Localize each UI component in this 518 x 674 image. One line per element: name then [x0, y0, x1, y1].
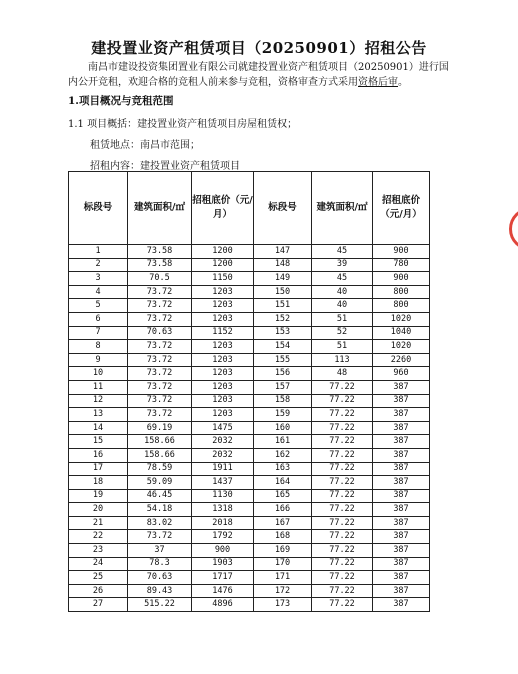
intro-paragraph — [68, 60, 453, 90]
table-cell: 13 — [69, 408, 128, 422]
table-cell: 387 — [373, 489, 430, 503]
table-cell: 1040 — [373, 326, 430, 340]
table-cell: 154 — [254, 340, 312, 354]
section-heading: 1.项目概况与竞租范围 — [68, 95, 174, 107]
table-cell: 387 — [373, 408, 430, 422]
table-row — [69, 476, 430, 490]
table-cell: 2032 — [192, 435, 254, 449]
table-cell: 69.19 — [128, 421, 192, 435]
table-cell: 169 — [254, 544, 312, 558]
table-cell: 147 — [254, 245, 312, 259]
table-cell: 2018 — [192, 516, 254, 530]
table-cell: 73.72 — [128, 353, 192, 367]
table-cell: 159 — [254, 408, 312, 422]
intro-text: 南昌市建设投资集团置业有限公司就建投置业资产租赁项目（20250901）进行国内公开竞租，欢迎合格的竞租人前来参与竞租，资格审查方式采用 — [68, 62, 449, 88]
table-cell: 157 — [254, 380, 312, 394]
table-cell: 171 — [254, 571, 312, 585]
table-cell: 387 — [373, 571, 430, 585]
table-cell: 1792 — [192, 530, 254, 544]
table-cell: 163 — [254, 462, 312, 476]
table-row — [69, 571, 430, 585]
table-cell: 6 — [69, 312, 128, 326]
lease-table — [68, 171, 430, 612]
table-cell: 20 — [69, 503, 128, 517]
table-cell: 1203 — [192, 408, 254, 422]
table-cell: 10 — [69, 367, 128, 381]
table-cell: 158.66 — [128, 448, 192, 462]
project-overview: 1.1 项目概括：建投置业资产租赁项目房屋租赁权； — [68, 119, 298, 130]
table-cell: 70.63 — [128, 571, 192, 585]
table-cell: 73.72 — [128, 408, 192, 422]
table-cell: 4 — [69, 285, 128, 299]
table-row — [69, 340, 430, 354]
table-row — [69, 272, 430, 286]
header-base-price: 招租底价（元/月） — [192, 172, 254, 245]
table-cell: 19 — [69, 489, 128, 503]
table-body — [69, 245, 430, 612]
table-cell: 7 — [69, 326, 128, 340]
table-row — [69, 503, 430, 517]
table-cell: 1 — [69, 245, 128, 259]
table-cell: 15 — [69, 435, 128, 449]
table-cell: 960 — [373, 367, 430, 381]
table-cell: 1200 — [192, 245, 254, 259]
table-row — [69, 435, 430, 449]
table-cell: 5 — [69, 299, 128, 313]
table-cell: 1203 — [192, 353, 254, 367]
table-cell: 27 — [69, 598, 128, 612]
table-cell: 59.09 — [128, 476, 192, 490]
table-cell: 1911 — [192, 462, 254, 476]
table-cell: 73.72 — [128, 380, 192, 394]
table-cell: 52 — [312, 326, 373, 340]
table-cell: 25 — [69, 571, 128, 585]
table-row — [69, 598, 430, 612]
table-row — [69, 326, 430, 340]
table-cell: 1903 — [192, 557, 254, 571]
table-cell: 77.22 — [312, 435, 373, 449]
table-row — [69, 530, 430, 544]
table-cell: 164 — [254, 476, 312, 490]
table-cell: 73.72 — [128, 285, 192, 299]
table-cell: 387 — [373, 462, 430, 476]
table-cell: 77.22 — [312, 462, 373, 476]
table-row — [69, 516, 430, 530]
table-cell: 16 — [69, 448, 128, 462]
table-cell: 1318 — [192, 503, 254, 517]
table-row — [69, 489, 430, 503]
table-cell: 77.22 — [312, 394, 373, 408]
table-cell: 1203 — [192, 367, 254, 381]
table-cell: 24 — [69, 557, 128, 571]
table-row — [69, 380, 430, 394]
table-cell: 1203 — [192, 340, 254, 354]
table-cell: 900 — [373, 245, 430, 259]
table-cell: 45 — [312, 245, 373, 259]
table-cell: 9 — [69, 353, 128, 367]
table-cell: 1475 — [192, 421, 254, 435]
table-cell: 2260 — [373, 353, 430, 367]
table-cell: 73.58 — [128, 245, 192, 259]
table-cell: 150 — [254, 285, 312, 299]
table-cell: 387 — [373, 503, 430, 517]
table-cell: 173 — [254, 598, 312, 612]
table-cell: 387 — [373, 530, 430, 544]
table-cell: 1203 — [192, 394, 254, 408]
table-cell: 48 — [312, 367, 373, 381]
table-cell: 387 — [373, 598, 430, 612]
table-row — [69, 408, 430, 422]
table-cell: 158.66 — [128, 435, 192, 449]
table-cell: 78.3 — [128, 557, 192, 571]
table-cell: 73.72 — [128, 312, 192, 326]
table-row — [69, 285, 430, 299]
table-cell: 152 — [254, 312, 312, 326]
table-cell: 113 — [312, 353, 373, 367]
table-cell: 387 — [373, 516, 430, 530]
table-cell: 77.22 — [312, 516, 373, 530]
intro-end: 。 — [398, 77, 408, 88]
table-cell: 73.72 — [128, 299, 192, 313]
table-cell: 387 — [373, 557, 430, 571]
table-cell: 77.22 — [312, 476, 373, 490]
table-cell: 168 — [254, 530, 312, 544]
table-cell: 387 — [373, 448, 430, 462]
table-cell: 387 — [373, 421, 430, 435]
table-cell: 387 — [373, 435, 430, 449]
table-row — [69, 557, 430, 571]
qualification-link[interactable]: 资格后审 — [358, 77, 398, 88]
table-cell: 387 — [373, 584, 430, 598]
table-cell: 14 — [69, 421, 128, 435]
red-seal-stamp — [509, 207, 518, 251]
table-cell: 1203 — [192, 285, 254, 299]
table-cell: 1437 — [192, 476, 254, 490]
table-cell: 37 — [128, 544, 192, 558]
table-row — [69, 353, 430, 367]
table-row — [69, 258, 430, 272]
table-cell: 77.22 — [312, 530, 373, 544]
table-cell: 77.22 — [312, 408, 373, 422]
table-cell: 23 — [69, 544, 128, 558]
table-cell: 45 — [312, 272, 373, 286]
header-area: 建筑面积/㎡ — [312, 172, 373, 245]
table-row — [69, 394, 430, 408]
table-cell: 83.02 — [128, 516, 192, 530]
table-cell: 46.45 — [128, 489, 192, 503]
table-cell: 162 — [254, 448, 312, 462]
table-cell: 167 — [254, 516, 312, 530]
table-cell: 77.22 — [312, 571, 373, 585]
table-cell: 158 — [254, 394, 312, 408]
header-area: 建筑面积/㎡ — [128, 172, 192, 245]
table-cell: 900 — [192, 544, 254, 558]
table-cell: 1130 — [192, 489, 254, 503]
table-cell: 22 — [69, 530, 128, 544]
table-cell: 161 — [254, 435, 312, 449]
table-cell: 172 — [254, 584, 312, 598]
table-cell: 387 — [373, 394, 430, 408]
table-cell: 17 — [69, 462, 128, 476]
table-cell: 77.22 — [312, 598, 373, 612]
table-cell: 387 — [373, 476, 430, 490]
table-cell: 8 — [69, 340, 128, 354]
table-cell: 73.72 — [128, 530, 192, 544]
table-cell: 77.22 — [312, 503, 373, 517]
table-cell: 1203 — [192, 380, 254, 394]
table-cell: 73.72 — [128, 340, 192, 354]
table-header-row — [69, 172, 430, 245]
table-cell: 148 — [254, 258, 312, 272]
table-cell: 160 — [254, 421, 312, 435]
table-cell: 12 — [69, 394, 128, 408]
table-row — [69, 245, 430, 259]
table-row — [69, 448, 430, 462]
notice-title: 建投置业资产租赁项目（20250901）招租公告 — [91, 39, 427, 57]
table-cell: 21 — [69, 516, 128, 530]
table-cell: 2 — [69, 258, 128, 272]
table-cell: 1203 — [192, 312, 254, 326]
table-cell: 4896 — [192, 598, 254, 612]
table-cell: 2032 — [192, 448, 254, 462]
table-cell: 387 — [373, 380, 430, 394]
table-row — [69, 421, 430, 435]
table-cell: 166 — [254, 503, 312, 517]
header-lot-no: 标段号 — [69, 172, 128, 245]
table-cell: 39 — [312, 258, 373, 272]
table-cell: 77.22 — [312, 489, 373, 503]
table-cell: 77.22 — [312, 584, 373, 598]
table-cell: 77.22 — [312, 380, 373, 394]
table-cell: 165 — [254, 489, 312, 503]
table-cell: 153 — [254, 326, 312, 340]
table-cell: 26 — [69, 584, 128, 598]
table-cell: 3 — [69, 272, 128, 286]
table-cell: 149 — [254, 272, 312, 286]
table-cell: 1150 — [192, 272, 254, 286]
table-cell: 515.22 — [128, 598, 192, 612]
table-cell: 77.22 — [312, 448, 373, 462]
table-cell: 70.63 — [128, 326, 192, 340]
table-cell: 40 — [312, 299, 373, 313]
lease-location: 租赁地点：南昌市范围； — [90, 140, 200, 151]
table-cell: 78.59 — [128, 462, 192, 476]
lease-content: 招租内容：建投置业资产租赁项目 — [90, 161, 240, 172]
table-cell: 1717 — [192, 571, 254, 585]
header-base-price: 招租底价（元/月） — [373, 172, 430, 245]
table-row — [69, 299, 430, 313]
table-cell: 1020 — [373, 312, 430, 326]
table-row — [69, 312, 430, 326]
table-cell: 51 — [312, 312, 373, 326]
table-cell: 780 — [373, 258, 430, 272]
table-cell: 73.72 — [128, 367, 192, 381]
table-row — [69, 544, 430, 558]
table-cell: 151 — [254, 299, 312, 313]
table-cell: 11 — [69, 380, 128, 394]
table-cell: 77.22 — [312, 557, 373, 571]
table-cell: 170 — [254, 557, 312, 571]
table-cell: 1476 — [192, 584, 254, 598]
table-cell: 77.22 — [312, 421, 373, 435]
table-cell: 40 — [312, 285, 373, 299]
table-row — [69, 462, 430, 476]
table-cell: 70.5 — [128, 272, 192, 286]
table-cell: 1020 — [373, 340, 430, 354]
table-cell: 800 — [373, 299, 430, 313]
table-cell: 800 — [373, 285, 430, 299]
table-cell: 155 — [254, 353, 312, 367]
table-row — [69, 367, 430, 381]
table-cell: 77.22 — [312, 544, 373, 558]
table-cell: 18 — [69, 476, 128, 490]
table-cell: 1152 — [192, 326, 254, 340]
table-cell: 51 — [312, 340, 373, 354]
table-cell: 89.43 — [128, 584, 192, 598]
table-cell: 54.18 — [128, 503, 192, 517]
header-lot-no: 标段号 — [254, 172, 312, 245]
table-cell: 73.72 — [128, 394, 192, 408]
table-cell: 900 — [373, 272, 430, 286]
table-cell: 73.58 — [128, 258, 192, 272]
table-cell: 156 — [254, 367, 312, 381]
table-row — [69, 584, 430, 598]
table-cell: 1200 — [192, 258, 254, 272]
table-cell: 387 — [373, 544, 430, 558]
table-cell: 1203 — [192, 299, 254, 313]
